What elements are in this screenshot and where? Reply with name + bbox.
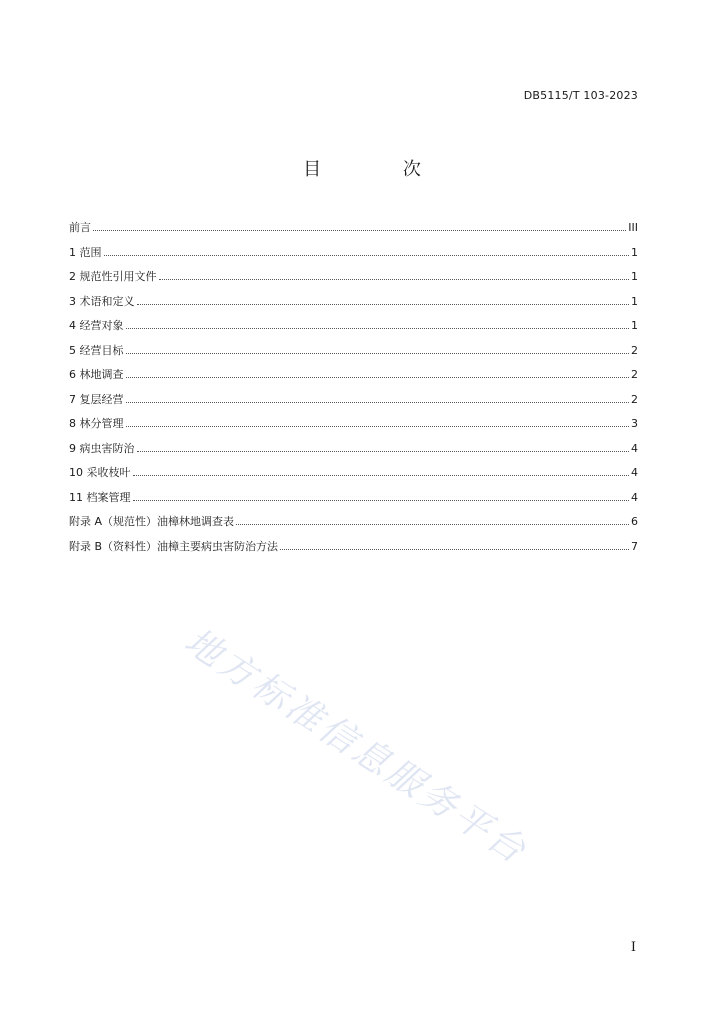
toc-entry-label: 3 术语和定义 [69, 294, 135, 308]
toc-leader-dots [93, 230, 626, 231]
toc-leader-dots [133, 500, 630, 501]
toc-entry-multilayer-management[interactable] [69, 392, 638, 417]
toc-entry-management-objects[interactable] [69, 318, 638, 343]
toc-leader-dots [104, 255, 630, 256]
toc-entry-page: 3 [631, 417, 638, 430]
toc-entry-label: 附录 B（资料性）油樟主要病虫害防治方法 [69, 539, 279, 553]
toc-entry-scope[interactable] [69, 245, 638, 270]
toc-entry-label: 6 林地调查 [69, 368, 124, 381]
toc-entry-label: 9 病虫害防治 [69, 441, 135, 455]
toc-entry-label: 11 档案管理 [69, 490, 131, 504]
page-number: I [630, 940, 636, 955]
toc-entry-forest-survey[interactable] [69, 367, 638, 392]
toc-entry-label: 10 采收枝叶 [69, 466, 131, 479]
toc-title: 目 次 [303, 159, 459, 180]
toc-leader-dots [133, 475, 630, 476]
toc-leader-dots [126, 402, 630, 403]
toc-entry-page: 4 [631, 466, 638, 479]
watermark: 地方标准信息服务平台 [177, 620, 536, 874]
toc-entry-page: 1 [631, 245, 638, 259]
toc-entry-appendix-b[interactable] [69, 539, 638, 564]
toc-leader-dots [126, 353, 630, 354]
toc-entry-page: 2 [631, 392, 638, 406]
toc-entry-terms-definitions[interactable] [69, 294, 638, 319]
toc-entry-page: 1 [631, 270, 638, 283]
toc-entry-normative-references[interactable] [69, 269, 638, 294]
toc-entry-records-management[interactable] [69, 490, 638, 515]
toc-entry-appendix-a[interactable] [69, 514, 638, 539]
toc-entry-label: 附录 A（规范性）油樟林地调查表 [69, 515, 235, 528]
toc-entry-label: 5 经营目标 [69, 343, 124, 357]
toc-leader-dots [236, 524, 629, 525]
toc-entry-page: 2 [631, 368, 638, 381]
toc-entry-label: 8 林分管理 [69, 417, 124, 430]
toc-entry-foreword[interactable] [69, 220, 638, 245]
toc-entry-label: 2 规范性引用文件 [69, 270, 157, 283]
toc-entry-label: 4 经营对象 [69, 319, 124, 332]
toc-entry-page: 7 [631, 539, 638, 553]
toc-entry-management-goals[interactable] [69, 343, 638, 368]
toc-entry-stand-management[interactable] [69, 416, 638, 441]
toc-leader-dots [159, 279, 630, 280]
toc-entry-page: 1 [631, 294, 638, 308]
toc-entry-page: 4 [631, 441, 638, 455]
toc-entry-page: 6 [631, 515, 638, 528]
toc-leader-dots [280, 549, 629, 550]
toc-entry-page: 4 [631, 490, 638, 504]
toc-entry-label: 前言 [69, 221, 91, 234]
toc-entry-pest-control[interactable] [69, 441, 638, 466]
toc-entry-page: 2 [631, 343, 638, 357]
toc-leader-dots [126, 426, 630, 427]
toc-leader-dots [137, 304, 630, 305]
toc-entry-harvesting[interactable] [69, 465, 638, 490]
toc-leader-dots [126, 328, 630, 329]
table-of-contents [69, 220, 638, 563]
toc-entry-label: 1 范围 [69, 245, 102, 259]
toc-entry-page: 1 [631, 319, 638, 332]
toc-leader-dots [126, 377, 630, 378]
toc-entry-label: 7 复层经营 [69, 392, 124, 406]
toc-entry-page: III [628, 221, 638, 234]
document-code: DB5115/T 103-2023 [523, 89, 638, 102]
toc-leader-dots [137, 451, 630, 452]
